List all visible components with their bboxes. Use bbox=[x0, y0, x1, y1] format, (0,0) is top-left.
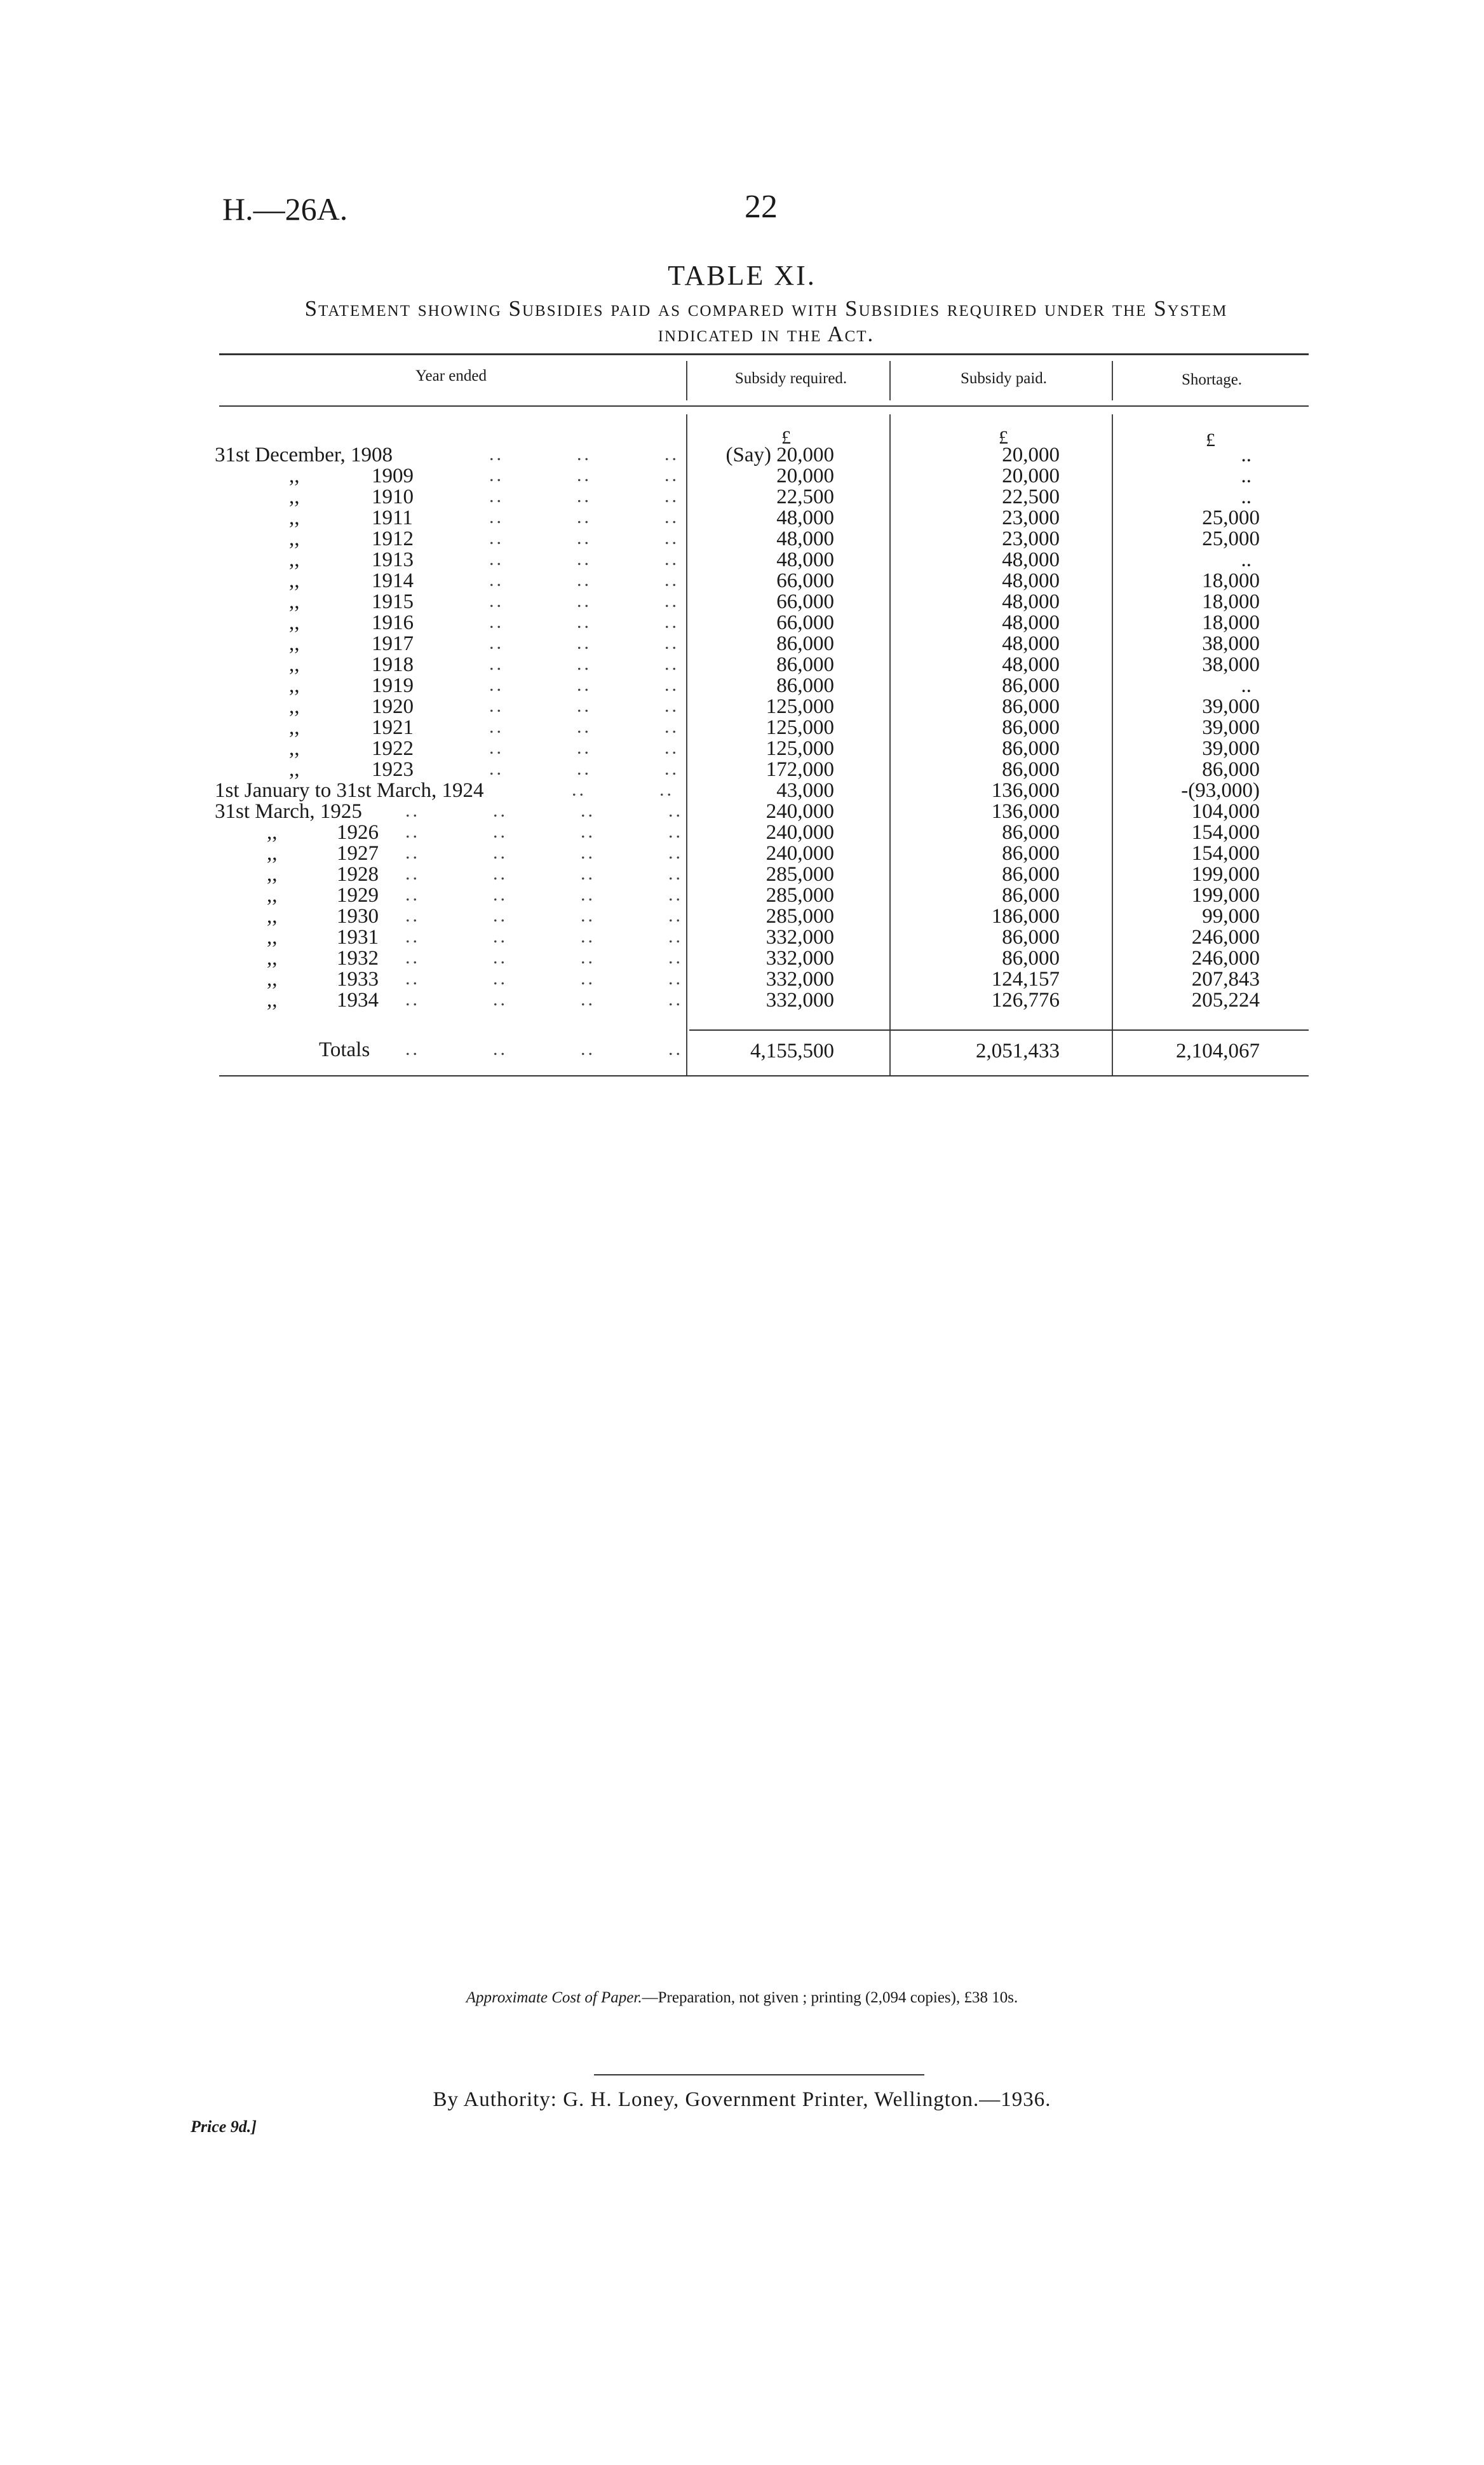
leader-dots: .. .. .. bbox=[489, 590, 679, 611]
body-divider-3 bbox=[1112, 414, 1113, 1075]
subsidy-paid-cell: 86,000 bbox=[1002, 926, 1060, 949]
shortage-cell: 18,000 bbox=[1202, 590, 1260, 613]
ditto-mark: ,, bbox=[289, 548, 300, 571]
subsidy-required-cell: 285,000 bbox=[766, 863, 834, 886]
table-subtitle-line-2: indicated in the Act. bbox=[658, 322, 875, 346]
subsidy-required-cell: 332,000 bbox=[766, 989, 834, 1012]
subsidy-paid-cell: 86,000 bbox=[1002, 884, 1060, 907]
row-year: 1910 bbox=[372, 486, 414, 508]
leader-dots: .. .. .. bbox=[489, 611, 679, 632]
subsidy-paid-cell: 48,000 bbox=[1002, 548, 1060, 571]
document-reference: H.—26A. bbox=[222, 191, 348, 227]
ditto-mark: ,, bbox=[289, 590, 300, 613]
table-title: TABLE XI. bbox=[668, 260, 816, 291]
totals-shortage: 2,104,067 bbox=[1176, 1040, 1260, 1063]
row-year: 1922 bbox=[372, 737, 414, 760]
table-bottom-rule bbox=[219, 1075, 1309, 1076]
subsidy-paid-cell: 22,500 bbox=[1002, 486, 1060, 508]
leader-dots: .. .. .. .. bbox=[405, 947, 683, 968]
row-year: 1911 bbox=[372, 506, 413, 529]
header-divider-3 bbox=[1112, 361, 1113, 400]
leader-dots: .. .. .. bbox=[489, 527, 679, 548]
leader-dots: .. .. .. bbox=[489, 569, 679, 590]
leader-dots: .. .. .. bbox=[489, 674, 679, 695]
row-year: 1923 bbox=[372, 758, 414, 781]
subsidy-paid-cell: 86,000 bbox=[1002, 695, 1060, 718]
subsidy-paid-cell: 23,000 bbox=[1002, 527, 1060, 550]
subsidy-paid-cell: 86,000 bbox=[1002, 758, 1060, 781]
header-bottom-rule bbox=[219, 405, 1309, 407]
subsidy-required-cell: 240,000 bbox=[766, 842, 834, 865]
shortage-cell: .. bbox=[1241, 674, 1251, 697]
shortage-cell: 207,843 bbox=[1191, 968, 1260, 991]
subsidy-paid-cell: 48,000 bbox=[1002, 632, 1060, 655]
row-year: 1928 bbox=[337, 863, 379, 886]
leader-dots: .. .. .. .. bbox=[405, 842, 683, 863]
leader-dots: .. .. .. bbox=[489, 653, 679, 674]
cost-text: —Preparation, not given ; printing (2,094 copies), £38 10s. bbox=[642, 1989, 1018, 2006]
row-year: 1917 bbox=[372, 632, 414, 655]
leader-dots: .. .. .. .. bbox=[405, 800, 683, 821]
subsidy-required-cell: 66,000 bbox=[776, 611, 834, 634]
shortage-cell: 39,000 bbox=[1202, 695, 1260, 718]
ditto-mark: ,, bbox=[267, 968, 278, 991]
subsidy-paid-cell: 48,000 bbox=[1002, 653, 1060, 676]
row-year: 1921 bbox=[372, 716, 414, 739]
subsidy-required-cell: 48,000 bbox=[776, 527, 834, 550]
shortage-cell: 86,000 bbox=[1202, 758, 1260, 781]
row-year: 1930 bbox=[337, 905, 379, 928]
shortage-cell: 38,000 bbox=[1202, 632, 1260, 655]
leader-dots: .. .. .. bbox=[489, 444, 679, 465]
subsidy-required-cell: 332,000 bbox=[766, 947, 834, 970]
row-year: 1915 bbox=[372, 590, 414, 613]
ditto-mark: ,, bbox=[289, 737, 300, 760]
row-year: 1931 bbox=[337, 926, 379, 949]
cost-label: Approximate Cost of Paper. bbox=[466, 1989, 642, 2006]
ditto-mark: ,, bbox=[289, 486, 300, 508]
header-divider-2 bbox=[889, 361, 891, 400]
ditto-mark: ,, bbox=[267, 905, 278, 928]
subsidy-paid-cell: 136,000 bbox=[991, 800, 1060, 823]
ditto-mark: ,, bbox=[289, 569, 300, 592]
shortage-cell: 154,000 bbox=[1191, 821, 1260, 844]
row-year: 1914 bbox=[372, 569, 414, 592]
subsidy-paid-cell: 124,157 bbox=[991, 968, 1060, 991]
ditto-mark: ,, bbox=[267, 821, 278, 844]
row-year: 1913 bbox=[372, 548, 414, 571]
row-year: 1916 bbox=[372, 611, 414, 634]
ditto-mark: ,, bbox=[267, 842, 278, 865]
shortage-cell: .. bbox=[1241, 444, 1251, 466]
subsidy-required-cell: 332,000 bbox=[766, 968, 834, 991]
table-top-rule bbox=[219, 353, 1309, 355]
leader-dots: .. .. .. bbox=[489, 632, 679, 653]
subsidy-paid-cell: 86,000 bbox=[1002, 947, 1060, 970]
leader-dots: .. .. .. bbox=[489, 486, 679, 506]
totals-rule bbox=[689, 1029, 1309, 1031]
ditto-mark: ,, bbox=[289, 716, 300, 739]
ditto-mark: ,, bbox=[267, 884, 278, 907]
shortage-cell: 199,000 bbox=[1191, 884, 1260, 907]
ditto-mark: ,, bbox=[289, 465, 300, 487]
shortage-cell: -(93,000) bbox=[1181, 779, 1260, 802]
row-label: 1st January to 31st March, 1924 bbox=[215, 779, 484, 802]
subsidy-paid-cell: 23,000 bbox=[1002, 506, 1060, 529]
shortage-cell: .. bbox=[1241, 548, 1251, 571]
leader-dots: .. .. .. bbox=[489, 737, 679, 758]
subsidy-required-cell: 22,500 bbox=[776, 486, 834, 508]
subsidy-paid-cell: 48,000 bbox=[1002, 569, 1060, 592]
row-year: 1926 bbox=[337, 821, 379, 844]
shortage-cell: 154,000 bbox=[1191, 842, 1260, 865]
row-year: 1934 bbox=[337, 989, 379, 1012]
row-year: 1929 bbox=[337, 884, 379, 907]
ditto-mark: ,, bbox=[267, 926, 278, 949]
ditto-mark: ,, bbox=[267, 989, 278, 1012]
leader-dots: .. .. bbox=[572, 779, 674, 800]
row-year: 1933 bbox=[337, 968, 379, 991]
leader-dots: .. .. .. bbox=[489, 506, 679, 527]
ditto-mark: ,, bbox=[289, 611, 300, 634]
subsidy-required-cell: 125,000 bbox=[766, 737, 834, 760]
column-header-paid: Subsidy paid. bbox=[960, 370, 1048, 387]
row-label: 31st December, 1908 bbox=[215, 444, 393, 466]
body-divider-1 bbox=[686, 414, 687, 1075]
authority-rule bbox=[594, 2074, 924, 2075]
subsidy-paid-cell: 48,000 bbox=[1002, 611, 1060, 634]
price-note: Price 9d.] bbox=[191, 2117, 257, 2136]
subsidy-required-cell: 43,000 bbox=[776, 779, 834, 802]
subsidy-required-cell: 125,000 bbox=[766, 716, 834, 739]
subsidy-paid-cell: 20,000 bbox=[1002, 465, 1060, 487]
ditto-mark: ,, bbox=[289, 506, 300, 529]
subsidy-paid-cell: 86,000 bbox=[1002, 842, 1060, 865]
subsidy-paid-cell: 86,000 bbox=[1002, 674, 1060, 697]
header-divider-1 bbox=[686, 361, 687, 400]
shortage-cell: 38,000 bbox=[1202, 653, 1260, 676]
totals-leader-dots: .. .. .. .. bbox=[405, 1038, 683, 1059]
ditto-mark: ,, bbox=[289, 527, 300, 550]
ditto-mark: ,, bbox=[289, 695, 300, 718]
ditto-mark: ,, bbox=[289, 632, 300, 655]
cost-of-paper-note bbox=[0, 1989, 1484, 2007]
shortage-cell: 199,000 bbox=[1191, 863, 1260, 886]
leader-dots: .. .. .. .. bbox=[405, 884, 683, 905]
ditto-mark: ,, bbox=[267, 947, 278, 970]
shortage-cell: 39,000 bbox=[1202, 716, 1260, 739]
printer-authority: By Authority: G. H. Loney, Government Printer, Wellington.—1936. bbox=[433, 2088, 1051, 2111]
subsidy-required-cell: 86,000 bbox=[776, 632, 834, 655]
subsidy-paid-cell: 86,000 bbox=[1002, 821, 1060, 844]
subsidy-required-cell: 125,000 bbox=[766, 695, 834, 718]
shortage-cell: 18,000 bbox=[1202, 569, 1260, 592]
leader-dots: .. .. .. bbox=[489, 695, 679, 716]
subsidy-paid-cell: 86,000 bbox=[1002, 863, 1060, 886]
subsidy-paid-cell: 20,000 bbox=[1002, 444, 1060, 466]
subsidy-required-cell: 66,000 bbox=[776, 569, 834, 592]
subsidy-required-cell: 240,000 bbox=[766, 821, 834, 844]
subsidy-required-cell: 285,000 bbox=[766, 884, 834, 907]
row-year: 1919 bbox=[372, 674, 414, 697]
ditto-mark: ,, bbox=[289, 674, 300, 697]
totals-paid: 2,051,433 bbox=[976, 1040, 1060, 1063]
totals-label: Totals bbox=[319, 1038, 370, 1061]
shortage-cell: .. bbox=[1241, 486, 1251, 508]
body-divider-2 bbox=[889, 414, 891, 1075]
shortage-cell: 25,000 bbox=[1202, 506, 1260, 529]
row-year: 1932 bbox=[337, 947, 379, 970]
ditto-mark: ,, bbox=[267, 863, 278, 886]
required-currency-symbol: £ bbox=[781, 427, 791, 448]
subsidy-required-cell: 332,000 bbox=[766, 926, 834, 949]
row-year: 1920 bbox=[372, 695, 414, 718]
column-header-shortage: Shortage. bbox=[1181, 371, 1243, 388]
paid-currency-symbol: £ bbox=[999, 427, 1008, 448]
leader-dots: .. .. .. bbox=[489, 465, 679, 486]
shortage-cell: .. bbox=[1241, 465, 1251, 487]
leader-dots: .. .. .. .. bbox=[405, 905, 683, 926]
ditto-mark: ,, bbox=[289, 758, 300, 781]
leader-dots: .. .. .. .. bbox=[405, 926, 683, 947]
leader-dots: .. .. .. .. bbox=[405, 968, 683, 989]
shortage-cell: 246,000 bbox=[1191, 947, 1260, 970]
subsidy-required-cell: 285,000 bbox=[766, 905, 834, 928]
subsidy-required-cell: 172,000 bbox=[766, 758, 834, 781]
subsidy-required-cell: 86,000 bbox=[776, 674, 834, 697]
leader-dots: .. .. .. .. bbox=[405, 989, 683, 1010]
row-year: 1909 bbox=[372, 465, 414, 487]
leader-dots: .. .. .. .. bbox=[405, 821, 683, 842]
shortage-cell: 246,000 bbox=[1191, 926, 1260, 949]
leader-dots: .. .. .. bbox=[489, 716, 679, 737]
subsidy-paid-cell: 86,000 bbox=[1002, 716, 1060, 739]
subsidy-required-cell: 48,000 bbox=[776, 506, 834, 529]
row-label: 31st March, 1925 bbox=[215, 800, 362, 823]
subsidy-required-cell: 48,000 bbox=[776, 548, 834, 571]
shortage-cell: 18,000 bbox=[1202, 611, 1260, 634]
totals-required: 4,155,500 bbox=[750, 1040, 834, 1063]
subsidy-required-cell: 20,000 bbox=[776, 465, 834, 487]
subsidy-paid-cell: 186,000 bbox=[991, 905, 1060, 928]
column-header-required: Subsidy required. bbox=[734, 370, 847, 387]
subsidy-required-cell: (Say) 20,000 bbox=[725, 444, 834, 466]
subsidy-required-cell: 86,000 bbox=[776, 653, 834, 676]
subsidy-paid-cell: 136,000 bbox=[991, 779, 1060, 802]
subsidy-paid-cell: 86,000 bbox=[1002, 737, 1060, 760]
ditto-mark: ,, bbox=[289, 653, 300, 676]
shortage-cell: 99,000 bbox=[1202, 905, 1260, 928]
shortage-cell: 25,000 bbox=[1202, 527, 1260, 550]
page-number: 22 bbox=[745, 189, 778, 225]
subsidy-required-cell: 240,000 bbox=[766, 800, 834, 823]
leader-dots: .. .. .. .. bbox=[405, 863, 683, 884]
row-year: 1912 bbox=[372, 527, 414, 550]
shortage-cell: 205,224 bbox=[1191, 989, 1260, 1012]
table-subtitle-line-1: Statement showing Subsidies paid as compared with Subsidies required under the System bbox=[304, 296, 1228, 321]
subsidy-paid-cell: 126,776 bbox=[991, 989, 1060, 1012]
column-header-year: Year ended bbox=[415, 367, 487, 384]
shortage-currency-symbol: £ bbox=[1206, 430, 1215, 451]
row-year: 1918 bbox=[372, 653, 414, 676]
row-year: 1927 bbox=[337, 842, 379, 865]
leader-dots: .. .. .. bbox=[489, 548, 679, 569]
shortage-cell: 104,000 bbox=[1191, 800, 1260, 823]
subsidy-paid-cell: 48,000 bbox=[1002, 590, 1060, 613]
leader-dots: .. .. .. bbox=[489, 758, 679, 779]
subsidy-required-cell: 66,000 bbox=[776, 590, 834, 613]
shortage-cell: 39,000 bbox=[1202, 737, 1260, 760]
